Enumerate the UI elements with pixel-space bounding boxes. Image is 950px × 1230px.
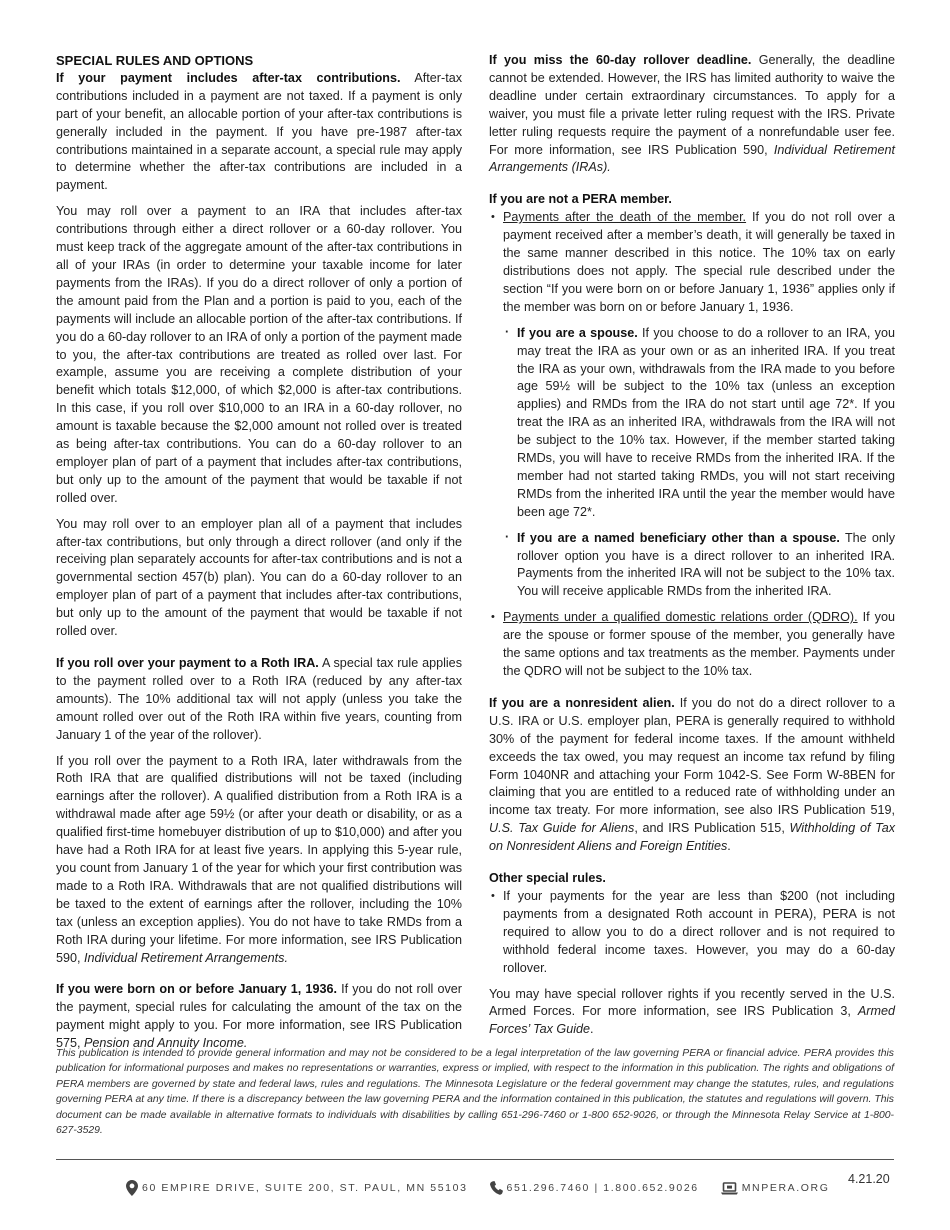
armed-forces-paragraph: You may have special rollover rights if you recently served in the U.S. Armed Forces. For more information, see IRS Publication 3, Armed Forces’ Tax Guide.: [489, 986, 895, 1037]
roth-heading: If you roll over your payment to a Roth IRA.: [56, 656, 319, 670]
footer-website[interactable]: MNPERA.ORG: [721, 1182, 830, 1195]
miss-deadline-heading: If you miss the 60-day rollover deadline.: [489, 53, 752, 67]
nonresident-paragraph: If you are a nonresident alien. If you do not do a direct rollover to a U.S. IRA or U.S. employer plan, PERA is generally required to withhold 30% of the payment for federal income taxes. If the amount withheld exceeds the tax owed, you may request an income tax refund by filing Form 1040NR and attaching your Form 1042-S. See Form W-8BEN for claiming that you are entitled to a reduced rate of withholding under an income tax treaty. For more information, see also IRS Publication 519, U.S. Tax Guide for Aliens, and IRS Publication 515, Withholding of Tax on Nonresident Aliens and Foreign Entities.: [489, 695, 895, 854]
roth-paragraph: If you roll over your payment to a Roth IRA. A special tax rule applies to the payment rolled over to a Roth IRA (reduced by any after-tax amounts). The 10% additional tax will not apply (unless you take the amount rolled over out of the Roth IRA within five years, counting from January 1 of the year of the rollover).: [56, 656, 462, 742]
section-title: SPECIAL RULES AND OPTIONS: [56, 53, 254, 68]
version-date: 4.21.20: [848, 1172, 890, 1186]
nonresident-heading: If you are a nonresident alien.: [489, 695, 675, 710]
qdro-label: Payments under a qualified domestic relations order (QDRO).: [503, 610, 858, 625]
after-tax-heading: If your payment includes after-tax contributions.: [56, 70, 401, 85]
spouse-label: If you are a spouse.: [517, 325, 638, 340]
right-column: [489, 52, 895, 1047]
list-item: • Payments after the death of the member. If you do not roll over a payment received after a member’s death, it will generally be taxed in the same manner described in this notice. The 10% tax on early distributions does not apply. The special rule described under the section “If you were born on or before January 1, 1936” applies only if the member was born on or before January 1, 1936. · If you are a spouse. If you choose to do a rollover to an IRA, you may treat the IRA as your own or as an inherited IRA. If you treat the IRA as your own, withdrawals from the IRA made to you before age 59½ will be subject to the 10% tax (unless an exception applies) and RMDs from the IRA do not start until age 72*. If you treat the IRA as an inherited IRA, withdrawals from the IRA will not be subject to the 10% tax. However, if the member started taking RMDs, you will have to receive RMDs from the inherited IRA. If the member had not started taking RMDs, you will not start receiving RMDs from the inherited IRA until the year the member would have been age 72*. · If you are a named beneficiary other than a spouse. The only rollover option you have is a direct rollover to an inherited IRA. Payments from the inherited IRA will not be subject to the 10% tax. You will receive applicable RMDs from the inherited IRA.: [489, 209, 895, 601]
death-payments-label: Payments after the death of the member.: [503, 210, 747, 225]
beneficiary-label: If you are a named beneficiary other than a spouse.: [517, 530, 840, 545]
left-column: [56, 52, 462, 1061]
beneficiary-sublist: [503, 325, 895, 602]
list-item: · If you are a spouse. If you choose to do a rollover to an IRA, you may treat the IRA as your own or as an inherited IRA. If you treat the IRA as your own, withdrawals from the IRA made to you before age 59½ will be subject to the 10% tax (unless an exception applies) and RMDs from the IRA do not start until age 72*. If you treat the IRA as an inherited IRA, withdrawals from the IRA will not be subject to the 10% tax. However, if the member started taking RMDs, you will have to receive RMDs from the inherited IRA. If the member had not started taking RMDs, you will not start receiving RMDs from the inherited IRA until the year the member would have been age 72*.: [503, 325, 895, 522]
other-rules-heading: Other special rules.: [489, 871, 606, 886]
footer-address: 60 EMPIRE DRIVE, SUITE 200, ST. PAUL, MN 55103: [126, 1180, 468, 1196]
footer-phone: 651.296.7460 | 1.800.652.9026: [490, 1181, 699, 1195]
list-item: • Payments under a qualified domestic relations order (QDRO). If you are the spouse or former spouse of the member, you generally have the same options and tax treatments as the member. Payments under the QDRO will not be subject to the 10% tax.: [489, 609, 895, 681]
born-1936-heading: If you were born on or before January 1, 1936.: [56, 982, 337, 997]
footer-divider: [56, 1159, 894, 1160]
after-tax-ira-paragraph: You may roll over a payment to an IRA that includes after-tax contributions through either a direct rollover or a 60-day rollover. You must keep track of the aggregate amount of the after-tax contributions in all of your IRAs (in order to determine your taxable income for later payments from the IRAs). If you do a direct rollover of only a portion of the amount paid from the Plan and a portion is paid to you, each of the payments will include an allocable portion of the after-tax contributions. If you do a 60-day rollover to an IRA of only a portion of the payment made to you, the after-tax contributions are treated as rolled over last. For example, assume you are receiving a complete distribution of your benefit which totals $12,000, of which $2,000 is after-tax contributions. In this case, if you roll over $10,000 to an IRA in a 60-day rollover, no amount is taxable because the $2,000 amount not rolled over is treated as being after-tax contributions. You can do a 60-day rollover to an employer plan of part of a payment that includes after-tax contributions, but only up to the amount of the payment that would be taxable if not rolled over.: [56, 204, 462, 505]
miss-deadline-paragraph: If you miss the 60-day rollover deadline. Generally, the deadline cannot be extended. However, the IRS has limited authority to waive the deadline under certain extraordinary circumstances. To apply for a waiver, you must file a private letter ruling request with the IRS. Private letter ruling requests require the payment of a nonrefundable user fee. For more information, see IRS Publication 590, Individual Retirement Arrangements (IRAs).: [489, 53, 895, 175]
phone-icon: [490, 1181, 503, 1195]
laptop-icon: [721, 1182, 738, 1195]
footer: [126, 1180, 851, 1196]
disclaimer: This publication is intended to provide general information and may not be considered to be a legal interpretation of the law governing PERA or financial advice. PERA provides this publication for informational purposes and makes no representations or warranties, express or implied, with respect to the information in this publication. The rights and obligations of PERA members are governed by state and federal laws, rules and regulations. The Minnesota Legislature or the federal government may change the statutes, rules, and regulations governing PERA at any time. If there is a discrepancy between the law governing PERA and the information contained in this publication, the statutes and regulations will govern. This document can be made available in alternative formats to individuals with disabilities by calling 651-296-7460 or 1-800 652-9026, or through the Minnesota Relay Service at 1-800-627-3529.: [56, 1048, 894, 1137]
list-item: · If you are a named beneficiary other than a spouse. The only rollover option you have is a direct rollover to an inherited IRA. Payments from the inherited IRA will not be subject to the 10% tax. You will receive applicable RMDs from the inherited IRA.: [503, 530, 895, 602]
after-tax-paragraph: If your payment includes after-tax contributions. After-tax contributions included in a payment are not taxed. If a payment is only part of your benefit, an allocable portion of your after-tax contributions is generally included in the payment. If you have pre-1987 after-tax contributions maintained in a separate account, a special rule may apply to determine whether the after-tax contributions are included in a payment.: [56, 70, 462, 193]
location-pin-icon: [126, 1180, 138, 1196]
not-member-list: [489, 209, 895, 681]
after-tax-employer-paragraph: You may roll over to an employer plan all of a payment that includes after-tax contributions, but only through a direct rollover (and only if the receiving plan separately accounts for after-tax contributions and is not a governmental section 457(b) plan). You can do a 60-day rollover to an employer plan of part of a payment that includes after-tax contributions, but only up to the amount of the payment that would be taxable if not rolled over.: [56, 516, 462, 639]
list-item: • If your payments for the year are less than $200 (not including payments from a designated Roth account in PERA), PERA is not required to allow you to do a direct rollover and is not required to withhold federal income taxes. However, you may do a 60-day rollover.: [489, 888, 895, 978]
born-1936-paragraph: If you were born on or before January 1, 1936. If you do not roll over the payment, special rules for calculating the amount of the tax on the payment might apply to you. For more information, see IRS Publication 575, Pension and Annuity Income.: [56, 982, 462, 1051]
roth-withdrawals-paragraph: If you roll over the payment to a Roth IRA, later withdrawals from the Roth IRA that are qualified distributions will not be taxed (including earnings after the rollover). A qualified distribution from a Roth IRA is a withdrawal made after age 59½ (or after your death or disability, or as a qualified first-time homebuyer distribution of up to $10,000) and after you have had a Roth IRA for at least five years. In applying this 5-year rule, you count from January 1 of the year for which your first contribution was made to a Roth IRA. Withdrawals that are not qualified distributions will be taxed to the extent of earnings after the rollover, including the 10% tax (unless an exception applies). You do not have to take RMDs from a Roth IRA during your lifetime. For more information, see IRS Publication 590, Individual Retirement Arrangements.: [56, 753, 462, 965]
not-member-heading: If you are not a PERA member.: [489, 192, 672, 207]
other-rules-list: [489, 888, 895, 978]
